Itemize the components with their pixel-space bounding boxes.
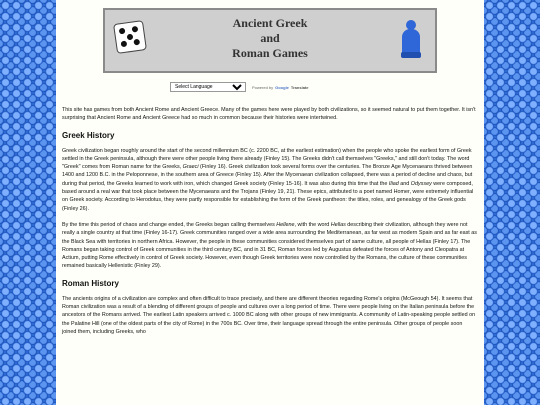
- article: [62, 106, 478, 344]
- roman-history-heading: Roman History: [62, 278, 119, 288]
- language-select[interactable]: [170, 82, 246, 92]
- site-title-line1: Ancient Greek: [232, 16, 308, 30]
- site-title-line2: and: [260, 31, 280, 45]
- translate-label: Translate: [290, 84, 309, 90]
- site-title: [195, 16, 345, 61]
- google-translate-widget: [170, 82, 308, 92]
- greek-history-heading: Greek History: [62, 130, 115, 140]
- powered-by-label: Powered by: [252, 84, 274, 90]
- dice-icon: [113, 20, 147, 54]
- google-logo: Google: [275, 84, 289, 90]
- page-content: [56, 0, 484, 405]
- intro-paragraph: This site has games from both Ancient Rome and Ancient Greece. Many of the games here were played by both civilizations, so it seemed natural to put them together. It isn't surprising that Ancient Rome and Ancient Greece had so much in common because their histories were intertwined.: [62, 107, 476, 122]
- greek-history-paragraph-2: By the time this period of chaos and change ended, the Greeks began calling themselves Hellene, with the word Hellas describing their civilization, although they were not really a single country at that time (Finley 16-17). Greek communities ranged over a wide area surrounding the Mediterranean, as far west as modern Spain and as far east as the Black Sea with territories in northern Africa. However, the people in these communities considered themselves part of same culture, all people of Hellas (Finley 17). The Romans began taking control of Greek communities in the third century BC, and in 31 BC, Roman forces led by Augustus defeated the forces of Antony and Cleopatra at Actium, putting Rome effectively in control of Greek society. However, even though Greek territories were now controlled by the Romans, the culture of these communities remained basically Hellenistic (Finley 29).: [62, 221, 477, 270]
- greek-history-paragraph-1: Greek civilization began roughly around the start of the second millennium BC (c. 2200 BC, at the earliest estimation) when the people who spoke the earliest form of Greek settled in the Greek peninsula, although there were other people living there already (Finley 15). The Greeks didn't call themselves "Greeks," and still don't today. The word "Greek" comes from Roman name for the Greeks, Graeci (Finley 16). Greek civilization took several forms over the centuries. The Bronze Age Mycenaeans thrived between 1400 and 1200 B.C. in the Peloponnese, in the southern area of Greece (Finley 15). After the Mycenaean civilization collapsed, there was a period of decline and chaos, but during that period, the Greeks learned to work with iron, which changed Greek society (Finley 15-16). It was also during this time that the Iliad and Odyssey were composed, based around a real war that took place between the Mycenaeans and the Trojans (Finley 19, 21). These epics, attributed to a poet named Homer, were extremely influential on Greek society. According to Herodotus, they were partly responsible for establishing the form of the Greek pantheon: the titles, roles, and genealogy of the Greek gods (Finley 26).: [62, 147, 474, 212]
- site-banner: [103, 8, 437, 73]
- pawn-icon: [401, 20, 421, 62]
- site-title-line3: Roman Games: [232, 46, 308, 60]
- roman-history-paragraph-1: The ancients origins of a civilization are complex and often difficult to trace precisely, and there are different theories regarding Rome's origins (McGeough 54). It seems that Roman civilization was a result of a blending of different groups of people and cultures over a long period of time. There were people living on the Italian peninsula before the ancestors of the Romans arrived. The earliest Latin speakers arrived c. 1000 BC along with other groups of new immigrants. A community of Latin-speaking people settled on the Palatine Hill (one of the oldest parts of the city of Rome) in the 700s BC. Over time, their language spread through the entire peninsula. Other groups of people soon joined them, including Greeks, who: [62, 295, 476, 335]
- powered-by-google[interactable]: [252, 85, 308, 90]
